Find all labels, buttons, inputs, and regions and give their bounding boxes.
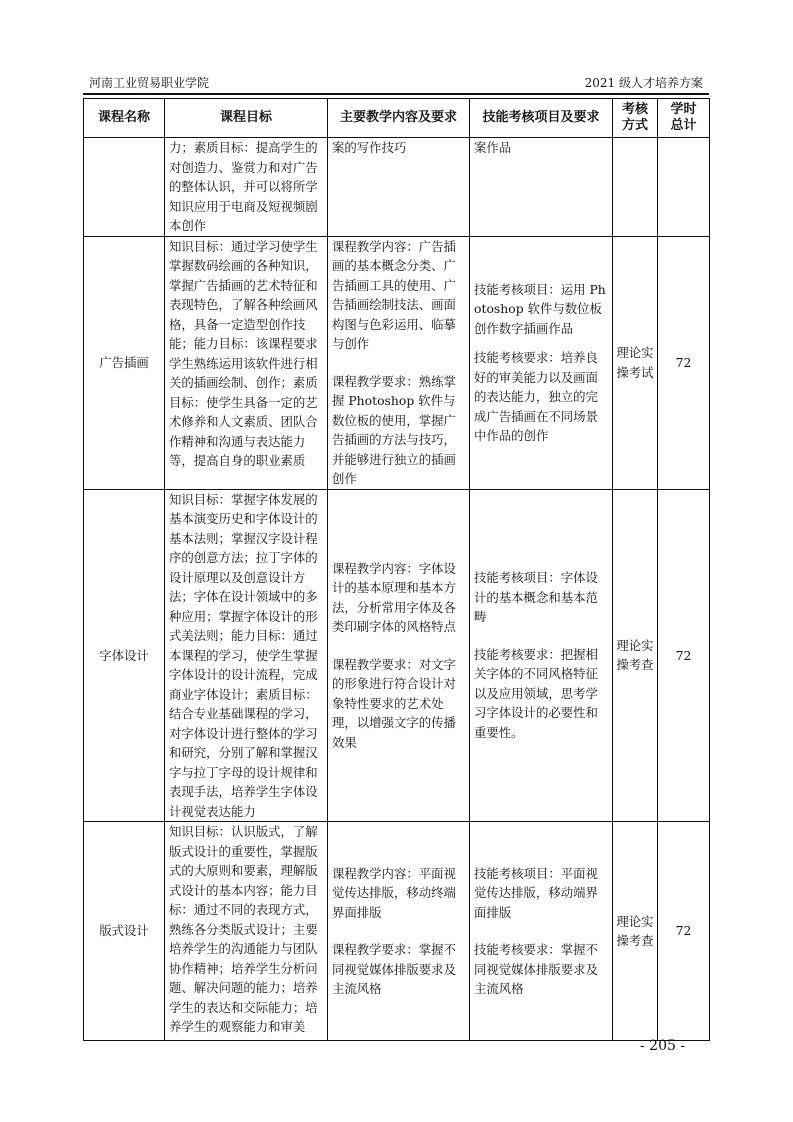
course-method	[613, 236, 658, 489]
page-header	[83, 74, 709, 92]
course-method	[613, 138, 658, 237]
course-skill-requirement: 技能考核要求：掌握不同视觉媒体排版要求及主流风格	[474, 942, 598, 996]
course-skill-requirement: 技能考核要求：培养良好的审美能力以及画面的表达能力，独立的完成广告插画在不同场景中作品的创作	[474, 350, 598, 443]
course-name: 版式设计	[84, 822, 165, 1041]
course-goal	[165, 236, 328, 489]
header-rule	[83, 93, 709, 95]
course-content	[328, 236, 470, 489]
table-row	[84, 236, 710, 489]
course-content-text: 课程教学内容：广告插画的基本概念分类、广告插画工具的使用、广告插画绘制技法、画面构图与色彩运用、临摹与创作	[332, 238, 456, 351]
course-method-text: 理论实操考试	[616, 345, 654, 380]
course-skill	[470, 236, 613, 489]
table-header-row	[84, 99, 710, 138]
course-skill-text: 技能考核项目：平面视觉传达排版，移动端界面排版	[474, 865, 598, 920]
course-content-requirement: 课程教学要求：对文字的形象进行符合设计对象特性要求的艺术处理，以增强文字的传播效果	[332, 656, 456, 750]
col-header-hours-line1: 学时	[670, 102, 697, 117]
table-row	[84, 822, 710, 1041]
course-goal-text: 知识目标：掌握字体发展的基本演变历史和字体设计的基本法则；掌握汉字设计程序的创意方法；拉丁字体的设计原理以及创意设计方法；字体在设计领域中的多种应用；掌握字体设计的形式美法则；能力目标：通过本课程的学习，使学生掌握字体设计的设计流程，完成商业字体设计；素质目标：结合专业基础课程的学习，对字体设计进行整体的学习和研究，分别了解和掌握汉字与拉丁字母的设计规律和表现手法，培养学生字体设计视觉表达能力	[169, 491, 318, 819]
course-skill-text: 技能考核项目：字体设计的基本概念和基本范畴	[474, 570, 598, 625]
course-goal	[165, 822, 328, 1041]
course-hours: 72	[658, 236, 710, 489]
col-header-hours-line2: 总计	[670, 118, 697, 133]
col-header-method-line1: 考核	[621, 102, 648, 117]
course-skill-text: 技能考核项目：运用 Photoshop 软件与数位板创作数字插画作品	[474, 281, 606, 336]
col-header-content: 主要教学内容及要求	[328, 99, 470, 138]
course-hours	[658, 138, 710, 237]
course-content-text: 案的写作技巧	[332, 140, 407, 155]
header-program: 2021 级人才培养方案	[584, 76, 703, 90]
page-number: - 205 -	[640, 1038, 686, 1054]
course-content	[328, 138, 470, 237]
col-header-hours	[658, 99, 710, 138]
course-hours: 72	[658, 489, 710, 822]
course-hours: 72	[658, 822, 710, 1041]
col-header-name: 课程名称	[84, 99, 165, 138]
course-skill-requirement: 技能考核要求：把握相关字体的不同风格特征以及应用领域，思考学习字体设计的必要性和重要性。	[474, 646, 598, 740]
course-name: 广告插画	[84, 236, 165, 489]
table-row	[84, 138, 710, 237]
course-method	[613, 489, 658, 822]
curriculum-table	[83, 98, 710, 1041]
course-goal-text: 力；素质目标：提高学生的对创造力、鉴赏力和对广告的整体认识，并可以将所学知识应用于电商及短视频剧本创作	[169, 140, 318, 233]
course-method-text: 理论实操考查	[616, 913, 654, 948]
course-content-requirement: 课程教学要求：熟练掌握 Photoshop 软件与数位板的使用，掌握广告插画的方法与技巧，并能够进行独立的插画创作	[332, 373, 456, 486]
course-skill-text: 案作品	[474, 140, 512, 155]
col-header-skill: 技能考核项目及要求	[470, 99, 613, 138]
col-header-method-line2: 方式	[621, 118, 648, 133]
course-goal	[165, 138, 328, 237]
course-goal-text: 知识目标：通过学习使学生掌握数码绘画的各种知识，掌握广告插画的艺术特征和表现特色，了解各种绘画风格，具备一定造型创作技能；能力目标：该课程要求学生熟练运用该软件进行相关的插画绘制、创作；素质目标：使学生具备一定的艺术修养和人文素质、团队合作精神和沟通与表达能力等，提高自身的职业素质	[169, 238, 318, 468]
course-content-requirement: 课程教学要求：掌握不同视觉媒体排版要求及主流风格	[332, 942, 456, 996]
col-header-method	[613, 99, 658, 138]
course-goal	[165, 489, 328, 822]
course-skill	[470, 489, 613, 822]
col-header-goal: 课程目标	[165, 99, 328, 138]
header-institution: 河南工业贸易职业学院	[89, 76, 210, 90]
course-content	[328, 489, 470, 822]
course-name: 字体设计	[84, 489, 165, 822]
course-method-text: 理论实操考查	[616, 637, 654, 673]
course-content	[328, 822, 470, 1041]
course-name	[84, 138, 165, 237]
course-skill	[470, 138, 613, 237]
table-row	[84, 489, 710, 822]
course-content-text: 课程教学内容：字体设计的基本原理和基本方法，分析常用字体及各类印刷字体的风格特点	[332, 560, 456, 634]
course-method	[613, 822, 658, 1041]
course-goal-text: 知识目标：认识版式，了解版式设计的重要性，掌握版式的大原则和要素，理解版式设计的基本内容；能力目标：通过不同的表现方式，熟练各分类版式设计；主要培养学生的沟通能力与团队协作精神；培养学生分析问题、解决问题的能力；培养学生的表达和交际能力；培养学生的观察能力和审美	[169, 824, 318, 1034]
course-skill	[470, 822, 613, 1041]
course-content-text: 课程教学内容：平面视觉传达排版，移动终端界面排版	[332, 865, 456, 920]
